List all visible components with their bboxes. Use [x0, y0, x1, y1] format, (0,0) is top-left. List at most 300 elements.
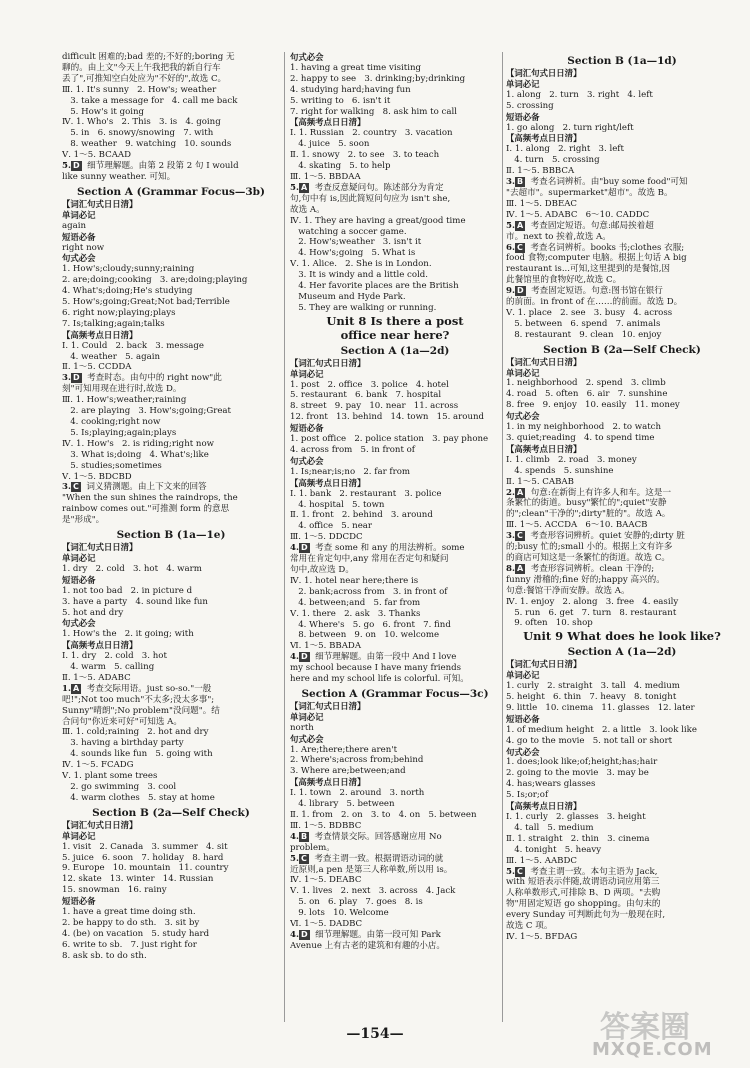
answer-explanation	[290, 543, 500, 554]
answer-line: Ⅵ. 1～5. DADBC	[290, 919, 363, 930]
answer-line: rainbow comes out."可推测 form 的意思	[62, 504, 230, 515]
subheading: 短语必备	[506, 713, 540, 724]
subheading: 单词必记	[290, 711, 324, 722]
question-number: 1.	[62, 683, 71, 694]
answer-line: Ⅳ. 1. hotel near here;there is	[290, 575, 419, 586]
section-heading: Section A (Grammar Focus—3c)	[301, 687, 489, 700]
answer-line: 12. front 13. behind 14. town 15. around	[290, 412, 485, 423]
category-heading: 【词汇句式日日清】	[62, 819, 138, 830]
category-heading: 【高频考点日日清】	[290, 117, 366, 128]
answer-line: 1. does;look like;of;height;has;hair	[506, 757, 658, 768]
answer-line: 15. snowman 16. rainy	[62, 885, 167, 896]
answer-line: 5. in 6. snowy/snowing 7. with	[62, 128, 214, 139]
answer-line: 1. having a great time visiting	[290, 62, 421, 73]
answer-line: Ⅰ. 1. town 2. around 3. north	[290, 788, 425, 799]
answer-line: 1. How's the 2. it going; with	[62, 629, 194, 640]
answer-line: 故选 A。	[290, 204, 325, 215]
answer-line: 丢了",可推知空白处应为"不好的",故选 C。	[62, 73, 227, 84]
answer-line: 4. tonight 5. heavy	[506, 844, 602, 855]
answer-line: Ⅴ. 1. lives 2. next 3. across 4. Jack	[290, 886, 456, 897]
explanation-text: 考查时态。由句中的 right now"此	[81, 373, 222, 384]
answer-line: Ⅱ. 1. front 2. behind 3. around	[290, 510, 433, 521]
question-number: 4.	[290, 652, 299, 663]
answer-line: Ⅳ. 1～5. FCADG	[62, 760, 134, 771]
answer-letter-badge: D	[300, 543, 308, 553]
question-number: 4.	[290, 831, 299, 842]
answer-explanation	[506, 867, 738, 878]
answer-line: 2. bank;across from 3. in front of	[290, 586, 448, 597]
column-divider	[284, 52, 285, 1022]
answer-line: 常用在肯定句中,any 常用在否定句和疑问	[290, 554, 449, 565]
section-heading: Section B (2a—Self Check)	[92, 806, 250, 819]
explanation-text: 考查形容词辨析。quiet 安静的;dirty 脏	[524, 531, 685, 542]
explanation-text: 句意:在新街上有许多人和车。这是一	[525, 487, 672, 498]
category-heading: 【高频考点日日清】	[62, 329, 138, 340]
question-number: 4.	[290, 543, 299, 554]
answer-line: 5. They are walking or running.	[290, 302, 437, 313]
answer-explanation	[290, 652, 500, 663]
answer-line: Ⅲ. 1. It's sunny 2. How's; weather	[62, 84, 217, 95]
answer-line: watching a soccer game.	[290, 226, 407, 237]
answer-line: my school because I have many friends	[290, 663, 462, 674]
answer-line: 5. Is;or;of	[506, 790, 549, 801]
answer-line: 8. between 9. on 10. welcome	[290, 630, 440, 641]
question-number: 2.	[506, 487, 515, 498]
answer-explanation	[506, 221, 738, 232]
answer-line: 4. studying hard;having fun	[290, 84, 411, 95]
category-heading: 【高频考点日日清】	[62, 640, 138, 651]
answer-line: 3. It is windy and a little cold.	[290, 270, 429, 281]
question-number: 3.	[506, 531, 515, 542]
answer-line: 1. go along 2. turn right/left	[506, 122, 634, 133]
question-number: 5.	[506, 220, 515, 231]
answer-line: 4. warm clothes 5. stay at home	[62, 792, 215, 803]
unit-heading: office near here?	[340, 327, 450, 342]
answer-line: 句,句中有 is,因此简短问句应为 isn't she,	[290, 193, 451, 204]
answer-letter-badge: A	[300, 182, 308, 192]
answer-line: here and my school life is colorful. 可知。	[290, 674, 469, 685]
answer-line: 7. right for walking 8. ask him to call	[290, 106, 457, 117]
answer-line: 4. sounds like fun 5. going with	[62, 749, 213, 760]
answer-line: 5. Is;playing;again;plays	[62, 427, 177, 438]
answer-line: 9. Europe 10. mountain 11. country	[62, 863, 229, 874]
answer-line: Ⅳ. 1～5. BFDAG	[506, 931, 578, 942]
answer-line: again	[62, 220, 87, 231]
subheading: 短语必备	[62, 896, 96, 907]
subheading: 句式必会	[506, 746, 540, 757]
page-number: —154—	[346, 1026, 404, 1042]
subheading: 短语必备	[506, 111, 540, 122]
answer-line: 4. skating 5. to help	[290, 161, 391, 172]
answer-line: 1. not too bad 2. in picture d	[62, 585, 193, 596]
column-divider	[502, 52, 503, 1022]
answer-line: Ⅲ. 1. How's;weather;raining	[62, 395, 187, 406]
answer-line: 9. lots 10. Welcome	[290, 908, 389, 919]
subheading: 句式必会	[290, 733, 324, 744]
answer-line: 6. right now;playing;plays	[62, 307, 176, 318]
answer-line: Ⅲ. 1～5. DBEAC	[506, 198, 578, 209]
category-heading: 【高频考点日日清】	[506, 801, 582, 812]
answer-line: 句意:餐馆干净而安静。故选 A。	[506, 585, 630, 596]
explanation-text: 细节理解题。由第 2 段第 2 句 I would	[81, 161, 239, 172]
answer-line: Ⅲ. 1～5. BDBBC	[290, 820, 362, 831]
answer-line: 5. writing to 6. isn't it	[290, 95, 391, 106]
answer-line: 8. ask sb. to do sth.	[62, 950, 147, 961]
subheading: 短语必备	[290, 423, 324, 434]
explanation-text: 考查名词辨析。books 书;clothes 衣服;	[524, 242, 685, 253]
subheading: 短语必备	[62, 231, 96, 242]
answer-line: like sunny weather. 可知。	[62, 171, 176, 182]
answer-line: Ⅳ. 1. How's 2. is riding;right now	[62, 438, 214, 449]
explanation-text: 考查名词辨析。由"buy some food"可知	[525, 177, 688, 188]
answer-line: Ⅴ. 1. there 2. ask 3. Thanks	[290, 608, 421, 619]
answer-line: 1. visit 2. Canada 3. summer 4. sit	[62, 841, 228, 852]
answer-line: difficult 困难的;bad 差的;不好的;boring 无	[62, 52, 235, 62]
answer-line: 1. dry 2. cold 3. hot 4. warm	[62, 563, 202, 574]
answer-line: Avenue 上有古老的建筑和有趣的小店。	[290, 940, 445, 951]
answer-explanation	[506, 564, 738, 575]
answer-line: 2. are playing 3. How's;going;Great	[62, 406, 232, 417]
section-heading: Section B (1a—1e)	[116, 529, 226, 542]
unit-heading: Unit 9 What does he look like?	[523, 629, 721, 644]
answer-letter-badge: B	[516, 177, 524, 187]
answer-line: 近原则,a pen 是第三人称单数,所以用 is。	[290, 864, 453, 875]
subheading: 句式必会	[290, 455, 324, 466]
answer-line: Ⅰ. 1. Could 2. back 3. message	[62, 340, 204, 351]
answer-explanation	[62, 373, 280, 384]
answer-line: Ⅱ. 1. straight 2. thin 3. cinema	[506, 833, 650, 844]
answer-line: 1. Is;near;is;no 2. far from	[290, 466, 411, 477]
subheading: 句式必会	[62, 618, 96, 629]
answer-line: 4. How's;going 5. What is	[290, 248, 416, 259]
answer-line: 4. weather 5. again	[62, 351, 161, 362]
answer-line: 的商店可知这是一条繁忙的街道。故选 C。	[506, 552, 670, 563]
answer-line: Ⅰ. 1. climb 2. road 3. money	[506, 454, 637, 465]
category-heading: 【词汇句式日日清】	[62, 198, 138, 209]
subheading: 单词必记	[62, 830, 96, 841]
answer-line: 2. happy to see 3. drinking;by;drinking	[290, 73, 466, 84]
answer-line: 8. weather 9. watching 10. sounds	[62, 139, 232, 150]
answer-letter-badge: C	[516, 866, 523, 876]
question-number: 6.	[506, 242, 515, 253]
category-heading: 【词汇句式日日清】	[506, 68, 582, 78]
answer-line: 4. hospital 5. town	[290, 499, 385, 510]
answer-line: Ⅳ. 1～5. DEABC	[290, 875, 362, 886]
answer-explanation	[506, 286, 738, 297]
answer-line: 7. Is;talking;again;talks	[62, 318, 165, 329]
answer-line: Ⅰ. 1. along 2. right 3. left	[506, 144, 624, 155]
answer-line: 1. curly 2. straight 3. tall 4. medium	[506, 681, 680, 692]
answer-line: every Sunday 可判断此句为一般现在时,	[506, 910, 666, 921]
answer-line: Ⅴ. 1. place 2. see 3. busy 4. across	[506, 307, 673, 318]
category-heading: 【词汇句式日日清】	[506, 659, 582, 670]
answer-line: 2. are;doing;cooking 3. are;doing;playing	[62, 275, 248, 286]
question-number: 5.	[290, 182, 299, 193]
answer-line: 2. go swimming 3. cool	[62, 782, 177, 792]
column-left	[62, 52, 280, 1032]
section-heading: Section B (1a—1d)	[567, 55, 677, 67]
answer-line: Ⅱ. 1～5. CABAB	[506, 476, 574, 487]
answer-line: with 短语表示伴随,故谓语动词应用第三	[506, 877, 660, 888]
answer-line: 4. turn 5. crossing	[506, 155, 600, 166]
category-heading: 【高频考点日日清】	[506, 443, 582, 454]
answer-line: 1. in my neighborhood 2. to watch	[506, 422, 662, 433]
answer-line: Ⅴ. 1. plant some trees	[62, 771, 158, 782]
answer-line: Ⅴ. 1～5. BCAAD	[62, 150, 132, 161]
answer-letter-badge: A	[516, 563, 524, 573]
answer-line: restaurant is...可知,这里提到的是餐馆,因	[506, 264, 671, 275]
category-heading: 【词汇句式日日清】	[62, 542, 138, 553]
answer-letter-badge: D	[516, 286, 524, 296]
answer-letter-badge: C	[516, 242, 523, 252]
answer-explanation	[290, 183, 500, 194]
answer-line: 4. tall 5. medium	[506, 822, 594, 833]
answer-line: 6. write to sb. 7. just right for	[62, 939, 197, 950]
answer-line: Ⅲ. 1～5. BBDAA	[290, 171, 361, 182]
answer-line: 1. neighborhood 2. spend 3. climb	[506, 378, 666, 389]
answer-line: Ⅳ. 1. Who's 2. This 3. is 4. going	[62, 117, 221, 128]
answer-line: 5. restaurant 6. bank 7. hospital	[290, 390, 442, 401]
answer-line: 8. free 9. enjoy 10. easily 11. money	[506, 400, 680, 411]
answer-line: Ⅰ. 1. curly 2. glasses 3. height	[506, 812, 646, 822]
answer-line: 物"用固定短语 go shopping。由句末的	[506, 899, 661, 910]
answer-line: Ⅱ. 1～5. CCDDA	[62, 362, 132, 373]
answer-line: 9. little 10. cinema 11. glasses 12. later	[506, 702, 695, 713]
explanation-text: 考查形容词辨析。clean 干净的;	[525, 563, 655, 574]
answer-line: "When the sun shines the raindrops, the	[62, 493, 238, 504]
question-number: 3.	[62, 373, 71, 384]
answer-explanation	[290, 854, 500, 865]
answer-line: 5. How's it going	[62, 106, 145, 117]
answer-line: 吧!";Not too much"不太多;没太多事";	[62, 694, 215, 705]
answer-line: 1. How's;cloudy;sunny;raining	[62, 264, 195, 275]
answer-line: 人称单数形式,可排除 B、D 两项。"去购	[506, 888, 661, 899]
answer-line: Ⅱ. 1～5. BBBCA	[506, 166, 575, 177]
section-heading: Section A (1a—2d)	[567, 646, 677, 659]
answer-explanation	[62, 482, 280, 493]
answer-line: north	[290, 722, 314, 733]
answer-line: 5. between 6. spend 7. animals	[506, 318, 661, 329]
column-right	[506, 52, 738, 1032]
answer-explanation	[506, 243, 738, 254]
answer-explanation	[506, 488, 738, 499]
answer-line: Ⅲ. 1～5. ACCDA 6～10. BAACB	[506, 520, 648, 531]
question-number: 9.	[506, 286, 515, 297]
answer-line: 3. Where are;between;and	[290, 766, 406, 777]
answer-line: 5. juice 6. soon 7. holiday 8. hard	[62, 852, 224, 863]
answer-line: 条繁忙的街道。busy"繁忙的";quiet"安静	[506, 498, 667, 509]
answer-letter-badge: D	[300, 929, 308, 939]
answer-line: Sunny"晴朗";No problem"没问题"。结	[62, 705, 220, 716]
explanation-text: 考查反意疑问句。陈述部分为肯定	[309, 182, 444, 193]
subheading: 单词必记	[290, 368, 324, 379]
answer-line: 12. skate 13. winter 14. Russian	[62, 874, 214, 885]
explanation-text: 考查主谓一致。本句主语为 Jack,	[524, 866, 658, 877]
category-heading: 【高频考点日日清】	[290, 777, 366, 788]
answer-line: Ⅴ. 1. Alice. 2. She is in London.	[290, 259, 432, 270]
subheading: 句式必会	[62, 253, 96, 264]
answer-explanation	[62, 684, 280, 695]
answer-line: 5. crossing	[506, 100, 554, 111]
answer-letter-badge: C	[300, 853, 307, 863]
answer-line: 4. has;wears glasses	[506, 779, 596, 790]
answer-line: 1. post office 2. police station 3. pay phone	[290, 434, 489, 445]
answer-line: 3. What is;doing 4. What's;like	[62, 449, 209, 460]
answer-line: 5. on 6. play 7. goes 8. is	[290, 897, 423, 908]
answer-line: 2. How's;weather 3. isn't it	[290, 237, 422, 248]
section-heading: Section B (2a—Self Check)	[543, 343, 701, 356]
answer-line: 5. run 6. get 7. turn 8. restaurant	[506, 607, 677, 618]
answer-letter-badge: A	[72, 683, 80, 693]
answer-line: Ⅱ. 1. from 2. on 3. to 4. on 5. between	[290, 810, 477, 820]
answer-letter-badge: D	[300, 652, 308, 662]
answer-line: 4. spends 5. sunshine	[506, 465, 614, 476]
subheading: 单词必记	[506, 367, 540, 378]
answer-line: 2. going to the movie 3. may be	[506, 768, 649, 779]
category-heading: 【高频考点日日清】	[506, 133, 582, 144]
category-heading: 【词汇句式日日清】	[290, 700, 366, 711]
question-number: 8.	[506, 563, 515, 574]
answer-line: 故选 C 项。	[506, 921, 553, 932]
question-number: 5.	[62, 161, 71, 172]
answer-line: 8. restaurant 9. clean 10. enjoy	[506, 329, 662, 340]
answer-line: 1. along 2. turn 3. right 4. left	[506, 89, 653, 100]
question-number: 3.	[506, 177, 515, 188]
answer-letter-badge: D	[72, 373, 80, 383]
answer-line: Ⅲ. 1～5. DDCDC	[290, 532, 363, 543]
answer-line: Ⅳ. 1. enjoy 2. along 3. free 4. easily	[506, 596, 679, 607]
answer-line: 3. take a message for 4. call me back	[62, 95, 238, 106]
category-heading: 【高频考点日日清】	[290, 477, 366, 488]
answer-line: 4. go to the movie 5. not tall or short	[506, 735, 673, 746]
answer-letter-badge: C	[516, 531, 523, 541]
answer-line: 4. library 5. between	[290, 799, 395, 810]
answer-line: right now	[62, 242, 105, 253]
answer-line: 刻"可知用现在进行时,故选 D。	[62, 384, 182, 395]
section-heading: Section A (Grammar Focus—3b)	[76, 185, 265, 198]
answer-line: 4. across from 5. in front of	[290, 445, 415, 455]
answer-line: 市。next to 挨着,故选 A。	[506, 231, 611, 242]
answer-line: Ⅳ. 1～5. ADABC 6～10. CADDC	[506, 209, 650, 220]
answer-explanation	[506, 531, 738, 542]
answer-line: 的";clean"干净的";dirty"脏的"。故选 A。	[506, 509, 671, 520]
subheading: 单词必记	[62, 552, 96, 563]
answer-line: 3. have a party 4. sound like fun	[62, 596, 208, 607]
explanation-text: 考查情景交际。回答感谢应用 No	[309, 831, 442, 842]
answer-letter-badge: D	[72, 161, 80, 171]
answer-line: 4. juice 5. soon	[290, 139, 370, 150]
column-middle	[290, 52, 500, 1032]
answer-line: 5. height 6. thin 7. heavy 8. tonight	[506, 692, 677, 703]
watermark-url: MXQE.COM	[592, 1039, 713, 1060]
answer-line: Ⅰ. 1. Russian 2. country 3. vacation	[290, 128, 453, 139]
answer-line: 5. How's;going;Great;Not bad;Terrible	[62, 297, 230, 308]
answer-line: 4. Her favorite places are the British	[290, 281, 459, 292]
answer-line: 4. road 5. often 6. air 7. sunshine	[506, 389, 668, 400]
explanation-text: 考查主谓一致。根据谓语动词的就	[308, 853, 444, 864]
answer-explanation	[62, 161, 280, 172]
answer-line: food 食物;computer 电脑。根据上句话 A big	[506, 253, 687, 264]
answer-line: 5. hot and dry	[62, 607, 124, 618]
answer-line: Ⅴ. 1～5. BDCBD	[62, 471, 132, 482]
explanation-text: 考查交际用语。just so-so."一般	[81, 683, 212, 694]
answer-line: 4. between;and 5. far from	[290, 597, 421, 608]
subheading: 单词必记	[62, 209, 96, 220]
section-heading: Section A (1a—2d)	[340, 344, 450, 357]
answer-line: 2. be happy to do sth. 3. sit by	[62, 917, 200, 928]
question-number: 5.	[290, 853, 299, 864]
answer-line: 的;busy 忙的;small 小的。根据上文有许多	[506, 542, 673, 553]
answer-line: 4. office 5. near	[290, 521, 373, 532]
explanation-text: 考查固定短语。句意:图书馆在银行	[525, 286, 663, 297]
answer-letter-badge: A	[516, 220, 524, 230]
answer-key-page	[62, 52, 742, 1027]
answer-line: funny 滑稽的;fine 好的;happy 高兴的。	[506, 574, 665, 585]
answer-line: 5. studies;sometimes	[62, 460, 162, 471]
answer-line: 的前面。in front of 在……的前面。故选 D。	[506, 297, 683, 308]
answer-line: 4. warm 5. calling	[62, 662, 155, 673]
answer-line: Ⅲ. 1～5. AABDC	[506, 855, 577, 866]
explanation-text: 细节理解题。由第一段中 And I love	[309, 652, 457, 663]
answer-line: 4. What's;doing;He's studying	[62, 286, 193, 297]
subheading: 句式必会	[506, 411, 540, 422]
answer-line: 句中,故应选 D。	[290, 564, 354, 575]
answer-line: 1. of medium height 2. a little 3. look like	[506, 724, 697, 735]
answer-line: Ⅱ. 1. snowy 2. to see 3. to teach	[290, 150, 440, 161]
answer-line: Ⅲ. 1. cold;raining 2. hot and dry	[62, 727, 209, 738]
question-number: 4.	[290, 929, 299, 940]
subheading: 单词必记	[506, 670, 540, 681]
answer-line: 4. (be) on vacation 5. study hard	[62, 928, 210, 939]
explanation-text: 词义猜测题。由上下文来的回答	[80, 482, 207, 493]
answer-line: problem。	[290, 842, 335, 853]
answer-explanation	[290, 930, 500, 941]
answer-line: Ⅳ. 1. They are having a great/good time	[290, 215, 466, 226]
explanation-text: 细节理解题。由第一段可知 Park	[309, 929, 441, 940]
answer-line: Museum and Hyde Park.	[290, 291, 406, 302]
subheading: 单词必记	[506, 78, 540, 89]
unit-heading: Unit 8 Is there a post	[326, 313, 464, 328]
subheading: 句式必会	[290, 52, 324, 62]
answer-letter-badge: A	[516, 487, 524, 497]
question-number: 5.	[506, 866, 515, 877]
explanation-text: 考查固定短语。句意:邮局挨着超	[525, 220, 654, 231]
answer-line: 2. Where's;across from;behind	[290, 755, 424, 766]
answer-letter-badge: B	[300, 831, 308, 841]
answer-explanation	[506, 177, 738, 188]
answer-line: 聊的。由上文"今天上午我把我的新自行车	[62, 62, 221, 73]
answer-explanation	[290, 832, 500, 843]
answer-line: 8. street 9. pay 10. near 11. across	[290, 401, 459, 412]
answer-line: 1. have a great time doing sth.	[62, 907, 196, 918]
answer-line: 4. Where's 5. go 6. front 7. find	[290, 619, 451, 630]
answer-line: 此餐馆里的食物好吃,故选 C。	[506, 275, 622, 286]
answer-line: Ⅱ. 1～5. ADABC	[62, 672, 131, 683]
answer-line: "去超市"。supermarket"超市"。故选 B。	[506, 187, 673, 198]
answer-line: 9. often 10. shop	[506, 618, 593, 629]
answer-line: 1. Are;there;there aren't	[290, 744, 398, 755]
answer-letter-badge: C	[72, 482, 79, 492]
answer-line: Ⅵ. 1～5. BBADA	[290, 641, 362, 652]
category-heading: 【词汇句式日日清】	[290, 357, 366, 368]
answer-line: 3. having a birthday party	[62, 738, 184, 749]
answer-line: 合问句"你近来可好"可知选 A。	[62, 716, 182, 727]
category-heading: 【词汇句式日日清】	[506, 356, 582, 367]
answer-line: 3. quiet;reading 4. to spend time	[506, 433, 655, 443]
explanation-text: 考查 some 和 any 的用法辨析。some	[309, 543, 465, 554]
answer-line: 是"形成"。	[62, 515, 105, 526]
subheading: 短语必备	[62, 574, 96, 585]
